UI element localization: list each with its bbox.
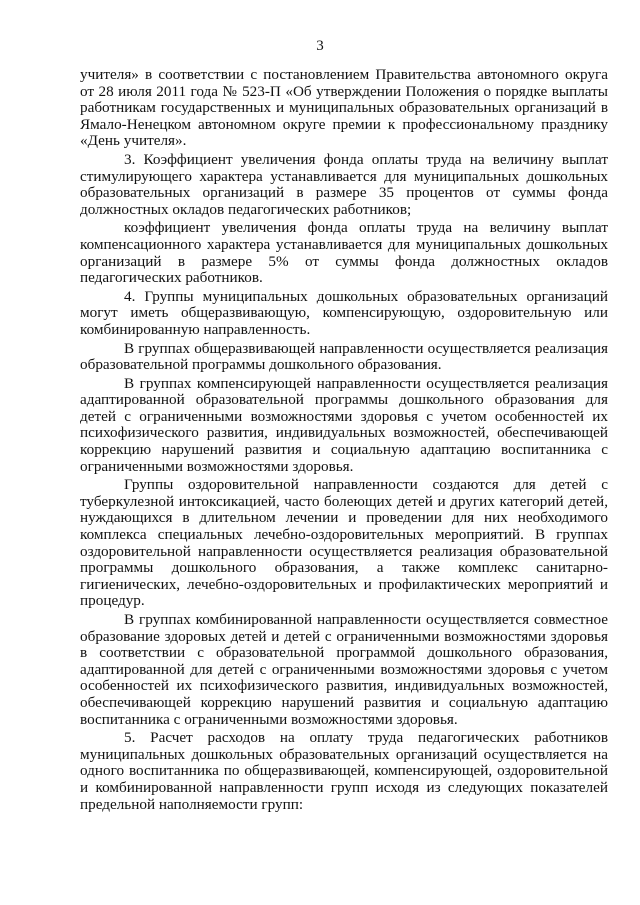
paragraph-combined-groups: В группах комбинированной направленности осуществляется совместное образование здоровых детей и детей с ограниченными возможностями здоровья в соответствии с образовательной программой дошкольного образования, адаптированной для детей с ограниченными возможностями здоровья с учетом особенностей их психофизического развития, индивидуальных возможностей, обеспечивающей коррекцию нарушений развития и социальную адаптацию воспитанника с ограниченными возможностями здоровья. [80, 611, 608, 728]
paragraph-compensating-groups: В группах компенсирующей направленности осуществляется реализация адаптированной образовательной программы дошкольного образования для детей с ограниченными возможностями здоровья с учетом особенностей их психофизического развития, индивидуальных возможностей, обеспечивающей коррекцию нарушений развития и социальную адаптацию воспитанника с ограниченными возможностями здоровья. [80, 374, 608, 475]
paragraph-general-groups: В группах общеразвивающей направленности осуществляется реализация образовательной программы дошкольного образования. [80, 339, 608, 374]
paragraph-compensation-coefficient: коэффициент увеличения фонда оплаты труда на величину выплат компенсационного характера устанавливается для муниципальных дошкольных организаций в размере 5% от суммы фонда должностных окладов педагогических работников. [80, 219, 608, 287]
document-body [80, 67, 608, 815]
paragraph-item-4: 4. Группы муниципальных дошкольных образовательных организаций могут иметь общеразвивающую, компенсирующую, оздоровительную или комбинированную направленность. [80, 287, 608, 338]
paragraph-item-5: 5. Расчет расходов на оплату труда педагогических работников муниципальных дошкольных образовательных организаций осуществляется на одного воспитанника по общеразвивающей, компенсирующей, оздоровительной и комбинированной направленности групп исходя из следующих показателей предельной наполняемости групп: [80, 729, 608, 813]
paragraph-continuation: учителя» в соответствии с постановлением Правительства автономного округа от 28 июля 2011 года № 523-П «Об утверждении Положения о порядке выплаты работникам государственных и муниципальных образовательных организаций в Ямало-Ненецком автономном округе премии к профессиональному празднику «День учителя». [80, 66, 608, 150]
paragraph-health-groups: Группы оздоровительной направленности создаются для детей с туберкулезной интоксикацией, часто болеющих детей и других категорий детей, нуждающихся в длительном лечении и проведении для них необходимого комплекса специальных лечебно-оздоровительных мероприятий. В группах оздоровительной направленности осуществляется реализация образовательной программы дошкольного образования, а также комплекс санитарно-гигиенических, лечебно-оздоровительных и профилактических мероприятий и процедур. [80, 476, 608, 610]
paragraph-item-3: 3. Коэффициент увеличения фонда оплаты труда на величину выплат стимулирующего характера устанавливается для муниципальных дошкольных образовательных организаций в размере 35 процентов от суммы фонда должностных окладов педагогических работников; [80, 150, 608, 218]
page-number: 3 [316, 38, 324, 54]
